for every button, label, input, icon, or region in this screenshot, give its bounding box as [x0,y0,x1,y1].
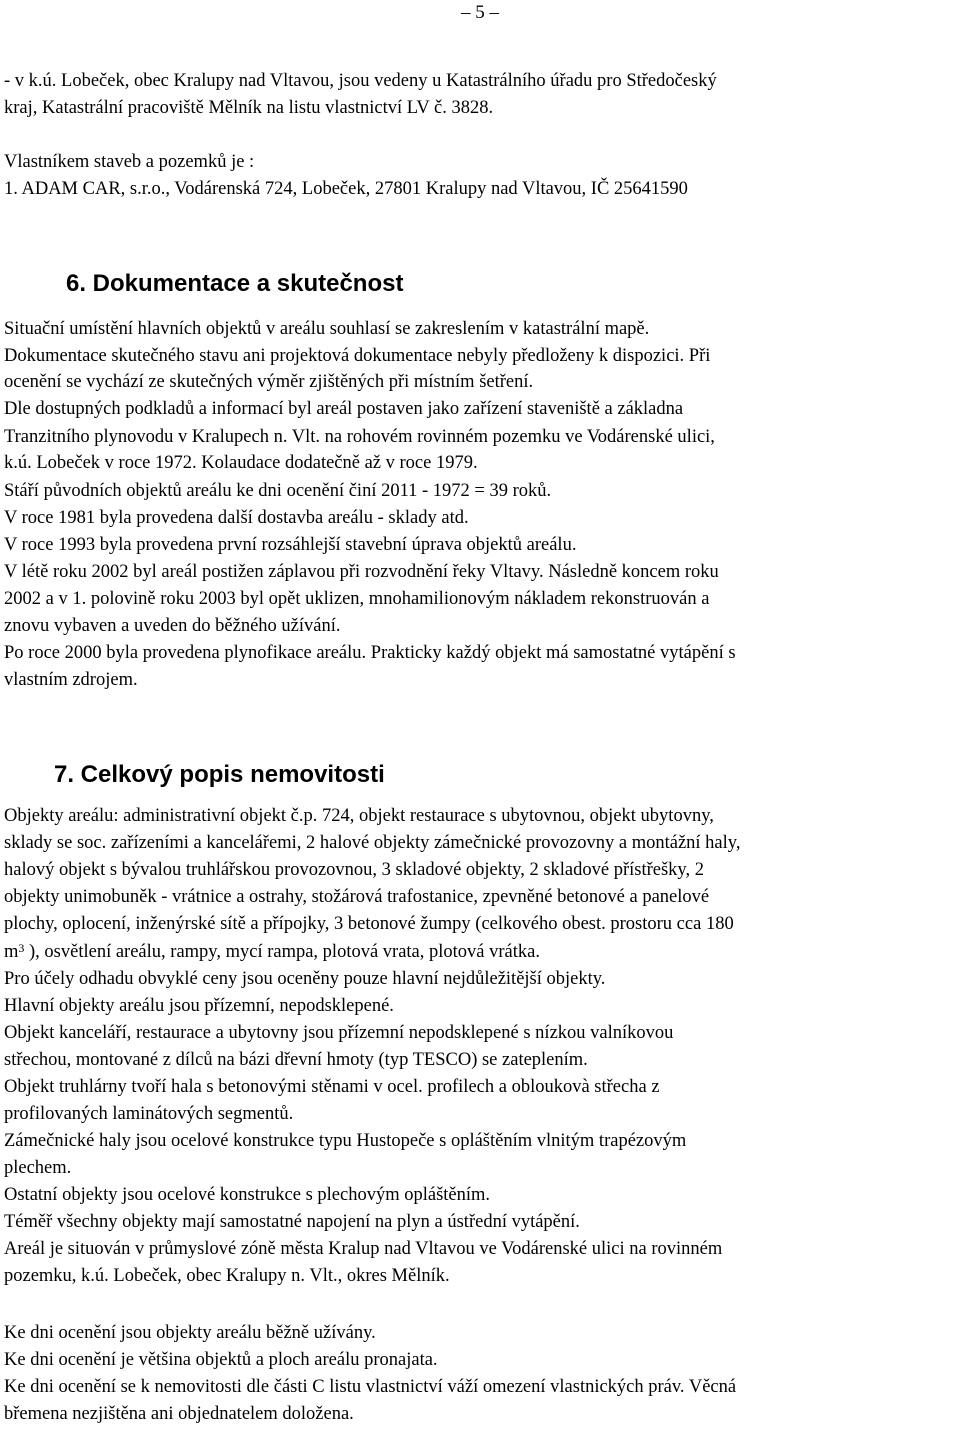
text-line-with-unit [4,939,540,966]
text-line: sklady se soc. zařízeními a kancelářemi, 2 halové objekty zámečnické provozovny a montážní haly, [4,833,741,853]
unit-exponent: 3 [18,941,25,955]
text-line: V roce 1981 byla provedena další dostavba areálu - sklady atd. [4,508,469,528]
text-line: plechem. [4,1158,72,1178]
text-line: profilovaných laminátových segmentů. [4,1104,294,1124]
text-line: Ostatní objekty jsou ocelové konstrukce s plechovým opláštěním. [4,1185,491,1205]
text-line: Zámečnické haly jsou ocelové konstrukce typu Hustopeče s opláštěním vlnitým trapézovým [4,1131,687,1151]
text-line: Téměř všechny objekty mají samostatné napojení na plyn a ústřední vytápění. [4,1212,580,1232]
text-line: Ke dni ocenění jsou objekty areálu běžně užívány. [4,1323,376,1343]
text-line: - v k.ú. Lobeček, obec Kralupy nad Vltavou, jsou vedeny u Katastrálního úřadu pro Středočeský [4,71,717,91]
section-6-heading: 6. Dokumentace a skutečnost [66,270,404,297]
text-line: vlastním zdrojem. [4,670,138,690]
text-line: Ke dni ocenění je většina objektů a ploch areálu pronajata. [4,1350,438,1370]
text-line: Pro účely odhadu obvyklé ceny jsou oceněny pouze hlavní nejdůležitější objekty. [4,969,606,989]
text-line: objekty unimobuněk - vrátnice a ostrahy, stožárová trafostanice, zpevněné betonové a panelové [4,887,710,907]
text-line: Hlavní objekty areálu jsou přízemní, nepodsklepené. [4,996,394,1016]
text-line: Areál je situován v průmyslové zóně města Kralup nad Vltavou ve Vodárenské ulici na rovinném [4,1239,723,1259]
section-7-heading: 7. Celkový popis nemovitosti [54,761,385,788]
text-line: k.ú. Lobeček v roce 1972. Kolaudace dodatečně až v roce 1979. [4,453,478,473]
text-line: ocenění se vychází ze skutečných výměr zjištěných při místním šetření. [4,372,534,392]
unit-m: m [4,942,19,962]
text-line: Objekt truhlárny tvoří hala s betonovými stěnami v ocel. profilech a obloukovà střecha z [4,1077,660,1097]
text-line: Tranzitního plynovodu v Kralupech n. Vlt. na rohovém rovinném pozemku ve Vodárenské ulici, [4,427,715,447]
text-line: V létě roku 2002 byl areál postižen záplavou při rozvodnění řeky Vltavy. Následně koncem roku [4,562,719,582]
text-line: znovu vybaven a uveden do běžného užívání. [4,616,341,636]
text-line: kraj, Katastrální pracoviště Mělník na listu vlastnictví LV č. 3828. [4,98,494,118]
page-number: – 5 – [461,2,499,23]
owner-heading: Vlastníkem staveb a pozemků je : [4,152,255,172]
text-line: Stáří původních objektů areálu ke dni ocenění činí 2011 - 1972 = 39 roků. [4,481,552,501]
text-line: V roce 1993 byla provedena první rozsáhlejší stavební úprava objektů areálu. [4,535,577,555]
text-line: Objekt kanceláří, restaurace a ubytovny jsou přízemní nepodsklepené s nízkou valníkovou [4,1023,674,1043]
text-line: halový objekt s bývalou truhlářskou provozovnou, 3 skladové objekty, 2 skladové přístřešky, 2 [4,860,704,880]
text-line: střechou, montované z dílců na bázi dřevní hmoty (typ TESCO) se zateplením. [4,1050,588,1070]
text-line: Objekty areálu: administrativní objekt č.p. 724, objekt restaurace s ubytovnou, objekt ubytovny, [4,806,714,826]
text-line: Dle dostupných podkladů a informací byl areál postaven jako zařízení staveniště a základna [4,399,684,419]
text-line: břemena nezjištěna ani objednatelem doložena. [4,1404,354,1424]
text-line: Situační umístění hlavních objektů v areálu souhlasí se zakreslením v katastrální mapě. [4,319,650,339]
text-line: Dokumentace skutečného stavu ani projektová dokumentace nebyly předloženy k dispozici. Při [4,346,711,366]
owner-line: 1. ADAM CAR, s.r.o., Vodárenská 724, Lobeček, 27801 Kralupy nad Vltavou, IČ 25641590 [4,179,688,199]
text-line: Po roce 2000 byla provedena plynofikace areálu. Prakticky každý objekt má samostatné vytápění s [4,643,736,663]
text-line: plochy, oplocení, inženýrské sítě a přípojky, 3 betonové žumpy (celkového obest. prostoru cca 180 [4,914,734,934]
text-line: 2002 a v 1. polovině roku 2003 byl opět uklizen, mnohamilionovým nákladem rekonstruován a [4,589,710,609]
text-line: pozemku, k.ú. Lobeček, obec Kralupy n. Vlt., okres Mělník. [4,1266,450,1286]
text-line: Ke dni ocenění se k nemovitosti dle části C listu vlastnictví váží omezení vlastnických práv. Věcná [4,1377,737,1397]
unit-tail: ), osvětlení areálu, rampy, mycí rampa, plotová vrata, plotová vrátka. [24,942,540,962]
